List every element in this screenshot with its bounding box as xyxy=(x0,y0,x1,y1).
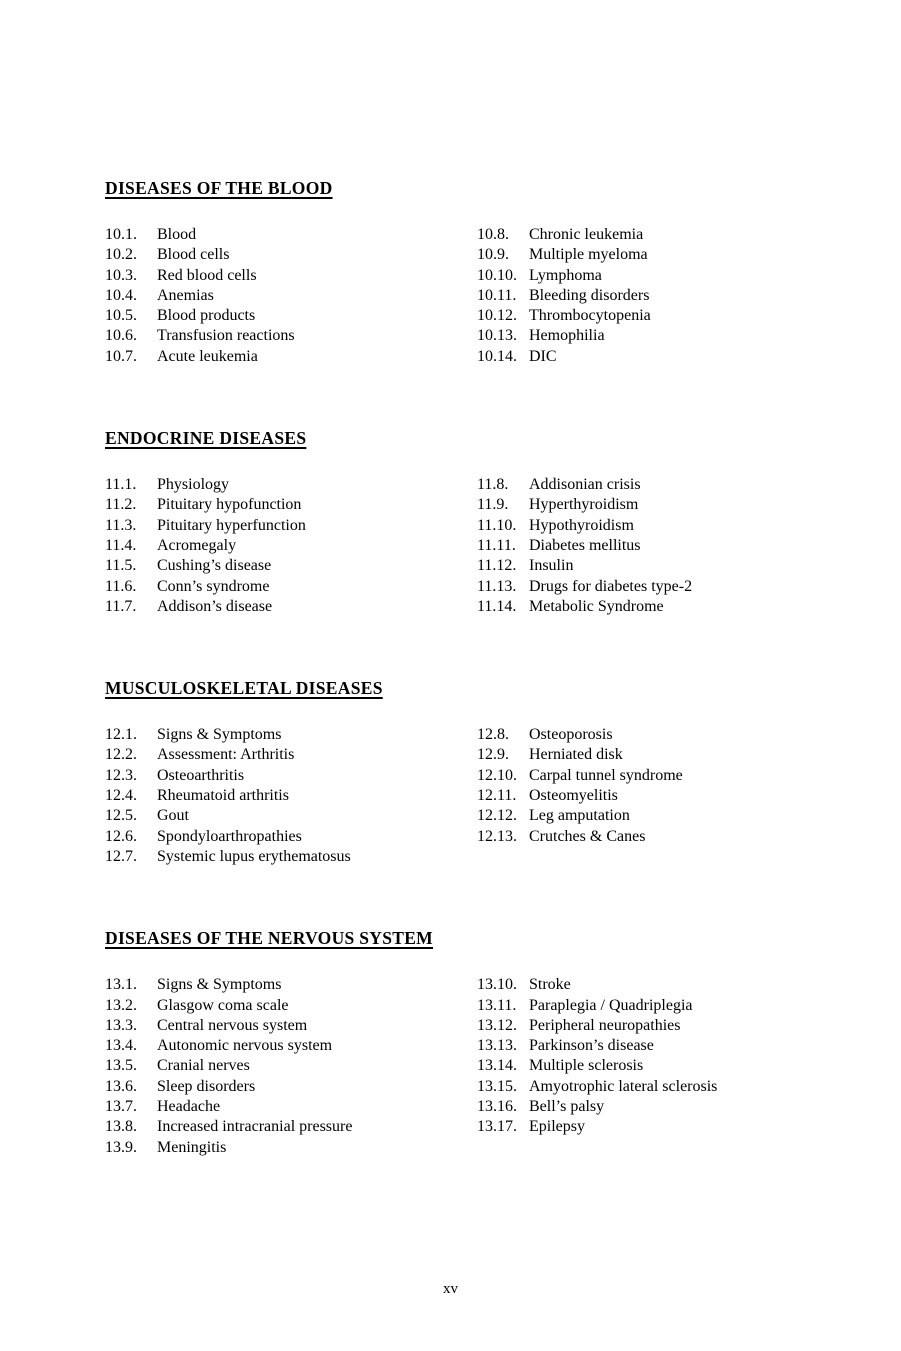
toc-item-label: Assessment: Arthritis xyxy=(157,746,295,764)
toc-item-label: Central nervous system xyxy=(157,1016,308,1034)
toc-item-label: Paraplegia / Quadriplegia xyxy=(529,996,693,1014)
toc-item-number: 13.5. xyxy=(105,1057,137,1075)
toc-item xyxy=(105,1056,477,1076)
toc-item-label: Blood products xyxy=(157,307,256,325)
toc-item xyxy=(105,245,477,265)
toc-item xyxy=(477,536,801,556)
toc-item-label: Hemophilia xyxy=(529,327,605,345)
section-heading: DISEASES OF THE BLOOD xyxy=(105,178,333,198)
toc-item xyxy=(105,975,477,995)
toc-item-number: 13.12. xyxy=(477,1016,517,1034)
toc-item xyxy=(105,347,477,367)
toc-item-label: Bell’s palsy xyxy=(529,1098,605,1116)
toc-item xyxy=(477,745,801,765)
toc-item-label: Thrombocytopenia xyxy=(529,307,651,325)
toc-content xyxy=(105,178,801,1158)
toc-item xyxy=(477,786,801,806)
section-heading: ENDOCRINE DISEASES xyxy=(105,428,307,449)
toc-item xyxy=(105,1036,477,1056)
toc-item xyxy=(477,1056,801,1076)
toc-item xyxy=(477,225,801,245)
toc-item-number: 10.14. xyxy=(477,347,517,365)
toc-item xyxy=(105,847,477,867)
toc-item xyxy=(105,1016,477,1036)
toc-item-label: Hypothyroidism xyxy=(529,516,634,534)
section-right-column xyxy=(477,725,801,847)
toc-item xyxy=(477,766,801,786)
toc-item xyxy=(477,597,801,617)
toc-item-label: Drugs for diabetes type-2 xyxy=(529,577,693,595)
toc-item-number: 11.4. xyxy=(105,536,137,554)
toc-item-number: 12.5. xyxy=(105,807,137,825)
toc-item xyxy=(105,1077,477,1097)
toc-item-number: 10.1. xyxy=(105,226,137,243)
toc-item-number: 12.12. xyxy=(477,807,517,825)
toc-item xyxy=(105,766,477,786)
toc-item xyxy=(477,1077,801,1097)
toc-item-number: 10.2. xyxy=(105,246,137,264)
toc-item-number: 13.14. xyxy=(477,1057,517,1075)
toc-item-label: Diabetes mellitus xyxy=(529,536,641,554)
toc-item xyxy=(105,326,477,346)
toc-item-label: Crutches & Canes xyxy=(529,827,646,845)
toc-item-number: 11.5. xyxy=(105,557,137,575)
toc-item-label: Pituitary hypofunction xyxy=(157,496,302,514)
toc-item-label: Blood xyxy=(157,226,197,243)
toc-item xyxy=(105,597,477,617)
toc-item-number: 12.1. xyxy=(105,726,137,744)
toc-item-label: Pituitary hyperfunction xyxy=(157,516,306,534)
toc-item-number: 10.13. xyxy=(477,327,517,345)
toc-item-label: Autonomic nervous system xyxy=(157,1037,333,1055)
toc-item-label: Carpal tunnel syndrome xyxy=(529,766,683,784)
toc-item-number: 10.9. xyxy=(477,246,509,264)
toc-item-label: Systemic lupus erythematosus xyxy=(157,847,351,865)
section-diseases-of-the-nervous-system xyxy=(105,928,801,1158)
toc-item-label: Peripheral neuropathies xyxy=(529,1016,681,1034)
toc-item xyxy=(477,725,801,745)
toc-item-label: Headache xyxy=(157,1098,221,1116)
toc-item xyxy=(105,225,477,245)
toc-item-label: Signs & Symptoms xyxy=(157,726,282,744)
toc-item-number: 11.2. xyxy=(105,496,137,514)
toc-item-number: 13.2. xyxy=(105,996,137,1014)
toc-item xyxy=(477,347,801,367)
section-musculoskeletal-diseases xyxy=(105,678,801,867)
toc-item-label: Physiology xyxy=(157,476,230,494)
toc-item-label: Osteoporosis xyxy=(529,726,613,744)
toc-item xyxy=(477,286,801,306)
toc-item-number: 10.11. xyxy=(477,286,517,304)
toc-item-label: Glasgow coma scale xyxy=(157,996,289,1014)
toc-item-label: Metabolic Syndrome xyxy=(529,597,664,615)
toc-item-number: 11.14. xyxy=(477,597,517,615)
toc-item xyxy=(477,1117,801,1137)
toc-item-label: Stroke xyxy=(529,976,571,994)
toc-item-number: 12.6. xyxy=(105,827,137,845)
section-heading: DISEASES OF THE NERVOUS SYSTEM xyxy=(105,928,433,949)
section-columns xyxy=(105,975,801,1158)
toc-item-number: 11.12. xyxy=(477,557,517,575)
toc-item-label: Gout xyxy=(157,807,189,825)
toc-item-label: DIC xyxy=(529,347,557,365)
toc-item-number: 12.3. xyxy=(105,766,137,784)
toc-item xyxy=(477,1016,801,1036)
toc-item xyxy=(105,495,477,515)
page-number: xv xyxy=(443,1281,458,1297)
section-right-column xyxy=(477,475,801,617)
toc-item-number: 13.1. xyxy=(105,976,137,994)
toc-item-label: Red blood cells xyxy=(157,266,257,284)
toc-item-number: 10.6. xyxy=(105,327,137,345)
toc-item-number: 13.16. xyxy=(477,1098,517,1116)
toc-item xyxy=(477,495,801,515)
toc-item-number: 10.4. xyxy=(105,286,137,304)
toc-item-label: Parkinson’s disease xyxy=(529,1037,654,1055)
toc-item xyxy=(105,475,477,495)
toc-item-number: 11.3. xyxy=(105,516,137,534)
toc-item-number: 13.3. xyxy=(105,1016,137,1034)
toc-item-number: 10.7. xyxy=(105,347,137,365)
toc-item-label: Meningitis xyxy=(157,1138,227,1156)
toc-item xyxy=(105,266,477,286)
toc-item-number: 13.17. xyxy=(477,1118,517,1136)
toc-item-label: Osteomyelitis xyxy=(529,787,618,805)
toc-item xyxy=(105,1097,477,1117)
toc-item-number: 13.15. xyxy=(477,1077,517,1095)
toc-item xyxy=(105,286,477,306)
toc-item xyxy=(105,577,477,597)
toc-item xyxy=(477,577,801,597)
toc-item xyxy=(477,556,801,576)
toc-item-label: Sleep disorders xyxy=(157,1077,256,1095)
toc-item-number: 11.6. xyxy=(105,577,137,595)
toc-item xyxy=(477,245,801,265)
toc-item-label: Insulin xyxy=(529,557,574,575)
toc-item-label: Spondyloarthropathies xyxy=(157,827,302,845)
toc-item-label: Multiple sclerosis xyxy=(529,1057,644,1075)
toc-item-number: 13.9. xyxy=(105,1138,137,1156)
toc-item-number: 11.1. xyxy=(105,476,137,494)
toc-item-label: Osteoarthritis xyxy=(157,766,245,784)
section-columns xyxy=(105,225,801,367)
toc-item-number: 12.11. xyxy=(477,787,517,805)
section-right-column xyxy=(477,975,801,1137)
toc-item xyxy=(105,1117,477,1137)
toc-item-label: Cushing’s disease xyxy=(157,557,272,575)
toc-item-label: Signs & Symptoms xyxy=(157,976,282,994)
section-endocrine-diseases xyxy=(105,428,801,617)
section-left-column xyxy=(105,225,477,367)
toc-item xyxy=(105,806,477,826)
toc-item-number: 13.13. xyxy=(477,1037,517,1055)
toc-item-number: 13.7. xyxy=(105,1098,137,1116)
toc-item-number: 11.8. xyxy=(477,476,509,494)
section-heading: MUSCULOSKELETAL DISEASES xyxy=(105,678,383,699)
toc-item-number: 12.10. xyxy=(477,766,517,784)
toc-item xyxy=(477,975,801,995)
toc-item-label: Blood cells xyxy=(157,246,230,264)
toc-item xyxy=(477,827,801,847)
toc-item xyxy=(477,516,801,536)
toc-item xyxy=(105,306,477,326)
toc-item-number: 11.9. xyxy=(477,496,509,514)
toc-item-label: Multiple myeloma xyxy=(529,246,648,264)
toc-item-label: Acromegaly xyxy=(157,536,237,554)
toc-item xyxy=(105,536,477,556)
toc-item-number: 10.10. xyxy=(477,266,517,284)
toc-item-number: 13.10. xyxy=(477,976,517,994)
toc-item-label: Acute leukemia xyxy=(157,347,258,365)
toc-item-label: Leg amputation xyxy=(529,807,630,825)
toc-item xyxy=(477,1097,801,1117)
toc-item-label: Bleeding disorders xyxy=(529,286,650,304)
toc-item xyxy=(105,516,477,536)
toc-item-number: 10.5. xyxy=(105,307,137,325)
section-right-column xyxy=(477,225,801,367)
toc-item xyxy=(477,306,801,326)
toc-item-number: 12.7. xyxy=(105,847,137,865)
toc-item-label: Hyperthyroidism xyxy=(529,496,639,514)
section-columns xyxy=(105,475,801,617)
section-columns xyxy=(105,725,801,867)
toc-item xyxy=(477,1036,801,1056)
toc-item-label: Chronic leukemia xyxy=(529,226,644,243)
toc-item-number: 10.12. xyxy=(477,307,517,325)
toc-item xyxy=(105,786,477,806)
toc-item xyxy=(105,1138,477,1158)
toc-item-number: 11.10. xyxy=(477,516,517,534)
toc-item xyxy=(477,475,801,495)
toc-item xyxy=(105,556,477,576)
toc-item xyxy=(477,806,801,826)
toc-item xyxy=(105,996,477,1016)
section-left-column xyxy=(105,725,477,867)
toc-item-label: Transfusion reactions xyxy=(157,327,295,345)
toc-item-number: 12.4. xyxy=(105,787,137,805)
toc-item xyxy=(105,725,477,745)
toc-item-number: 12.8. xyxy=(477,726,509,744)
toc-item xyxy=(477,326,801,346)
toc-item-label: Lymphoma xyxy=(529,266,602,284)
toc-item-label: Herniated disk xyxy=(529,746,623,764)
toc-item-label: Increased intracranial pressure xyxy=(157,1118,353,1136)
toc-item xyxy=(105,745,477,765)
section-diseases-of-the-blood xyxy=(105,178,801,367)
toc-item-number: 11.7. xyxy=(105,597,137,615)
section-left-column xyxy=(105,475,477,617)
toc-item-number: 11.13. xyxy=(477,577,517,595)
toc-item-number: 13.6. xyxy=(105,1077,137,1095)
toc-item-number: 12.2. xyxy=(105,746,137,764)
toc-item-number: 10.3. xyxy=(105,266,137,284)
toc-item-number: 13.11. xyxy=(477,996,517,1014)
toc-item-label: Addisonian crisis xyxy=(529,476,641,494)
toc-item-label: Amyotrophic lateral sclerosis xyxy=(529,1077,718,1095)
toc-item-number: 12.9. xyxy=(477,746,509,764)
toc-item xyxy=(477,266,801,286)
toc-item-number: 10.8. xyxy=(477,226,509,243)
toc-item-label: Conn’s syndrome xyxy=(157,577,270,595)
section-left-column xyxy=(105,975,477,1158)
toc-item xyxy=(477,996,801,1016)
toc-item-number: 12.13. xyxy=(477,827,517,845)
toc-item-number: 11.11. xyxy=(477,536,516,554)
toc-item-number: 13.8. xyxy=(105,1118,137,1136)
toc-item-label: Addison’s disease xyxy=(157,597,273,615)
toc-item-number: 13.4. xyxy=(105,1037,137,1055)
toc-item xyxy=(105,827,477,847)
toc-item-label: Cranial nerves xyxy=(157,1057,250,1075)
toc-item-label: Epilepsy xyxy=(529,1118,585,1136)
toc-item-label: Rheumatoid arthritis xyxy=(157,787,289,805)
toc-item-label: Anemias xyxy=(157,286,214,304)
